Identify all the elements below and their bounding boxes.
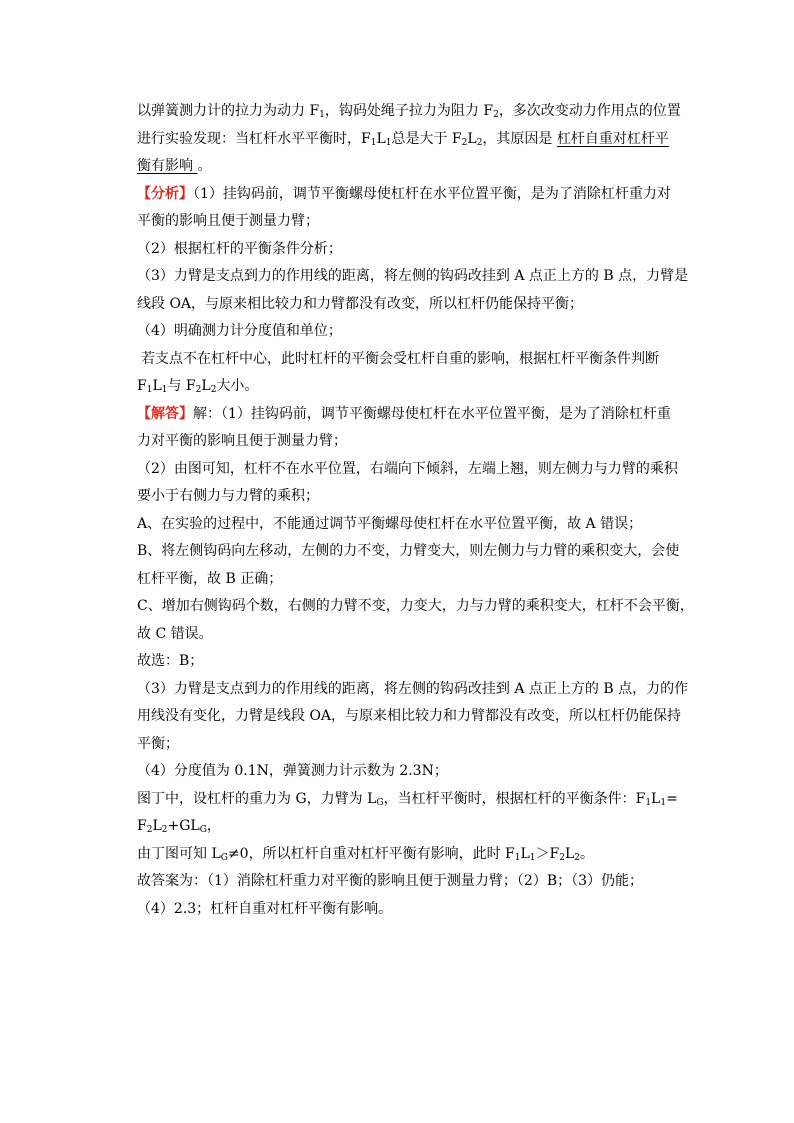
solution-line-18: 故答案为：（1）消除杠杆重力对平衡的影响且便于测量力臂；（2）B；（3）仍能； <box>137 873 644 889</box>
text: ＞F <box>535 845 560 862</box>
text: L <box>152 818 162 834</box>
text: F <box>137 818 147 834</box>
subscript: 1 <box>645 797 652 808</box>
subscript: 1 <box>385 137 392 148</box>
subscript: 2 <box>493 110 499 120</box>
text: L <box>564 845 575 862</box>
text: ≠0，所以杠杆自重对杠杆平衡有影响，此时 F <box>227 845 515 862</box>
text: 以弹簧测力计的拉力为动力 F <box>137 103 320 119</box>
solution-line-1 <box>137 401 682 429</box>
answer-underlined: 杠杆自重对杠杆平 <box>556 130 669 147</box>
analysis-tag: 【分析】 <box>137 185 193 202</box>
solution-line-12: 用线没有变化，力臂是线段 OA，与原来相比较力和力臂都没有改变，所以杠杆仍能保持 <box>137 708 682 724</box>
text: = <box>666 790 678 807</box>
analysis-line-7: 若支点不在杠杆中心，此时杠杆的平衡会受杠杆自重的影响，根据杠杆平衡条件判断 <box>141 350 659 367</box>
analysis-line-3: （2）根据杠杆的平衡条件分析； <box>137 240 342 257</box>
text: 与 F <box>167 378 196 394</box>
subscript: 2 <box>461 137 468 148</box>
analysis-line-6: （4）明确测力计分度值和单位； <box>137 323 342 339</box>
subscript: 2 <box>146 825 153 835</box>
subscript: 2 <box>559 852 565 863</box>
analysis-line-2: 平衡的影响且便于测量力臂； <box>137 213 319 229</box>
text: L <box>520 845 530 862</box>
text: L <box>376 130 386 147</box>
subscript: 2 <box>574 852 581 863</box>
subscript: 2 <box>195 385 202 395</box>
solution-line-8: C、增加右侧钩码个数，右侧的力臂不变，力变大，力与力臂的乘积变大，杠杆不会平衡， <box>137 598 694 614</box>
subscript: 1 <box>370 137 377 148</box>
subscript: 2 <box>210 385 217 395</box>
text: 进行实验发现：当杠杆水平平衡时，F <box>137 130 371 147</box>
analysis-line-4: （3）力臂是支点到力的作用线的距离，将左侧的钩码改挂到 A 点正上方的 B 点，力臂是 <box>137 268 689 284</box>
solution-line-9: 故 C 错误。 <box>137 625 213 642</box>
solution-line-16 <box>137 813 682 841</box>
subscript: 1 <box>514 852 521 863</box>
text: L <box>651 790 661 807</box>
subscript: 1 <box>161 385 168 395</box>
text: ，其原因是 <box>482 130 557 147</box>
solution-line-6: B、将左侧钩码向左移动，左侧的力不变，力臂变大，则左侧力与力臂的乘积变大，会使 <box>137 543 680 559</box>
intro-line-3 <box>137 153 682 181</box>
text: ， <box>206 818 221 834</box>
text: 。 <box>197 158 212 174</box>
subscript: G <box>220 852 228 863</box>
text: 解：（1）挂钩码前，调节平衡螺母使杠杆在水平位置平衡，是为了消除杠杆重 <box>193 405 671 422</box>
text: ，多次改变动力作用点的位置 <box>498 103 681 119</box>
subscript: 2 <box>476 137 483 148</box>
answer-underlined: 衡有影响 <box>137 158 198 174</box>
subscript: 1 <box>660 797 667 808</box>
solution-line-11: （3）力臂是支点到力的作用线的距离，将左侧的钩码改挂到 A 点正上方的 B 点，力的作 <box>137 680 689 697</box>
text: 。 <box>580 845 595 862</box>
text: 由丁图可知 L <box>137 845 221 862</box>
analysis-line-8 <box>137 373 682 401</box>
intro-line-1 <box>137 98 682 126</box>
solution-line-4: 要小于右侧力与力臂的乘积； <box>137 488 319 504</box>
text: +GL <box>167 818 200 834</box>
intro-line-2 <box>137 126 682 154</box>
solution-line-19: （4）2.3；杠杆自重对杠杆平衡有影响。 <box>137 900 393 917</box>
document-body <box>137 98 694 923</box>
text: ，当杠杆平衡时，根据杠杆的平衡条件：F <box>383 790 646 807</box>
text: ，钩码处绳子拉力为阻力 F <box>324 103 494 119</box>
solution-line-7: 杠杆平衡，故 B 正确； <box>137 570 283 587</box>
subscript: 1 <box>319 110 325 120</box>
solution-line-5: A、在实验的过程中，不能通过调节平衡螺母使杠杆在水平位置平衡，故 A 错误； <box>137 515 643 532</box>
solution-line-3: （2）由图可知，杠杆不在水平位置，右端向下倾斜，左端上翘，则左侧力与力臂的乘积 <box>137 460 678 477</box>
solution-line-14: （4）分度值为 0.1N，弹簧测力计示数为 2.3N； <box>137 763 448 779</box>
subscript: G <box>199 825 207 835</box>
subscript: 1 <box>529 852 536 863</box>
subscript: 1 <box>146 385 153 395</box>
analysis-line-5: 线段 OA，与原来相比较力和力臂都没有改变，所以杠杆仍能保持平衡； <box>137 295 584 312</box>
solution-line-15 <box>137 786 682 814</box>
text: L <box>152 378 162 394</box>
solution-line-17 <box>137 841 682 869</box>
text: 大小。 <box>216 378 259 394</box>
solution-line-13: 平衡； <box>137 735 179 752</box>
subscript: 2 <box>161 825 168 835</box>
text: L <box>201 378 211 394</box>
subscript: G <box>376 797 384 808</box>
text: L <box>467 130 477 147</box>
text: F <box>137 378 147 394</box>
text: 总是大于 F <box>391 130 462 147</box>
solution-tag: 【解答】 <box>137 405 193 422</box>
solution-line-2: 力对平衡的影响且便于测量力臂； <box>137 433 347 449</box>
text: 图丁中，设杠杆的重力为 G，力臂为 L <box>137 790 377 807</box>
solution-line-10: 故选：B； <box>137 653 204 669</box>
text: （1）挂钩码前，调节平衡螺母使杠杆在水平位置平衡，是为了消除杠杆重力对 <box>193 185 671 202</box>
analysis-line-1 <box>137 181 682 209</box>
